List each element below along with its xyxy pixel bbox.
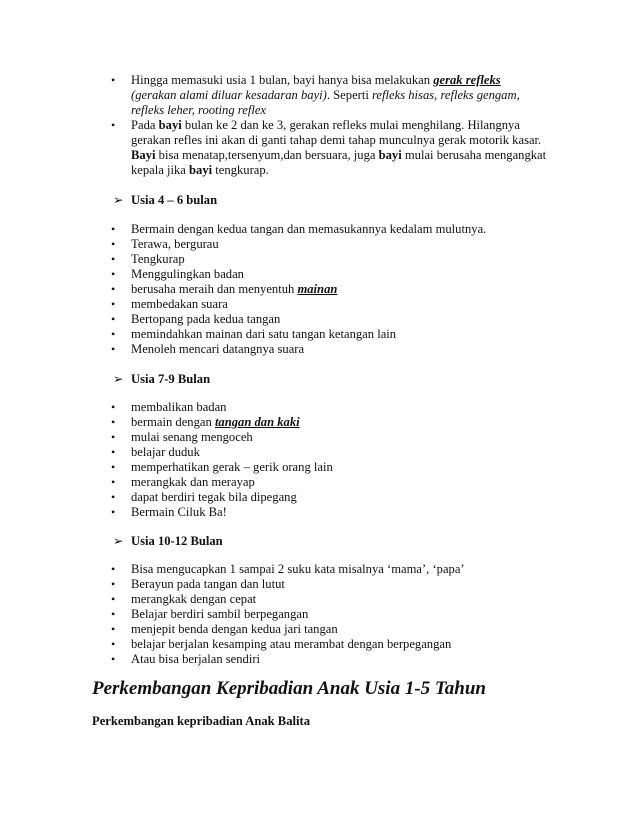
text-bold: bayi (378, 148, 402, 162)
list-item: • Bermain dengan kedua tangan dan memasukannya kedalam mulutnya. (111, 222, 551, 237)
list-item (111, 73, 551, 118)
text: . Seperti (326, 88, 372, 102)
main-heading: Perkembangan Kepribadian Anak Usia 1-5 Tahun (92, 678, 486, 699)
text-italic: (gerakan alami diluar kesadaran bayi) (131, 88, 327, 102)
list-item: • membedakan suara (111, 297, 551, 312)
link-gerak-refleks[interactable]: gerak refleks (433, 73, 501, 87)
list-item: • Bermain Ciluk Ba! (111, 505, 551, 520)
text-bold: bayi (189, 163, 213, 177)
text: berusaha meraih dan menyentuh (131, 282, 298, 296)
list-item: • memindahkan mainan dari satu tangan ketangan lain (111, 327, 551, 342)
list-item: • membalikan badan (111, 400, 551, 415)
text: bermain dengan (131, 415, 215, 429)
arrow-bullet-icon: ➢ (113, 372, 124, 386)
arrow-bullet-icon: ➢ (113, 193, 124, 207)
list-item: • Tengkurap (111, 252, 551, 267)
list-item: • Bisa mengucapkan 1 sampai 2 suku kata misalnya ‘mama’, ‘papa’ (111, 562, 551, 577)
link-mainan[interactable]: mainan (297, 282, 338, 296)
heading-text: Usia 4 – 6 bulan (131, 193, 218, 207)
text: Hingga memasuki usia 1 bulan, bayi hanya bisa melakukan (131, 73, 434, 87)
list-item: • Berayun pada tangan dan lutut (111, 577, 551, 592)
section1-list (111, 222, 551, 357)
heading-text: Usia 7-9 Bulan (131, 372, 211, 386)
text: tengkurap. (212, 163, 269, 177)
text-italic: refleks hisas, refleks gengam, refleks leher, rooting reflex (131, 88, 520, 117)
list-item (111, 118, 551, 178)
text: bulan ke 2 dan ke 3, gerakan refleks mulai menghilang. Hilangnya gerakan refles ini akan di ganti tahap demi tahap munculnya gerak motorik kasar. (131, 118, 542, 147)
text-bold: bayi (158, 118, 182, 132)
sub-heading: Perkembangan kepribadian Anak Balita (92, 714, 310, 728)
text: mulai berusaha mengangkat kepala jika (131, 148, 547, 177)
list-item: • memperhatikan gerak – gerik orang lain (111, 460, 551, 475)
list-item: • dapat berdiri tegak bila dipegang (111, 490, 551, 505)
arrow-bullet-icon: ➢ (113, 534, 124, 548)
text-bold: Bayi (131, 148, 156, 162)
text: bisa menatap,tersenyum,dan bersuara, juga (155, 148, 379, 162)
section2-list (111, 400, 551, 520)
list-item: • belajar berjalan kesamping atau merambat dengan berpegangan (111, 637, 551, 652)
list-item: • menjepit benda dengan kedua jari tangan (111, 622, 551, 637)
section-heading (113, 193, 217, 208)
list-item: • Terawa, bergurau (111, 237, 551, 252)
list-item: • Bertopang pada kedua tangan (111, 312, 551, 327)
list-item: • Menoleh mencari datangnya suara (111, 342, 551, 357)
list-item: • merangkak dan merayap (111, 475, 551, 490)
section3-list (111, 562, 551, 667)
list-item: • merangkak dengan cepat (111, 592, 551, 607)
intro-list (111, 73, 551, 178)
heading-text: Usia 10-12 Bulan (131, 534, 223, 548)
section-heading (113, 372, 210, 387)
section-heading (113, 534, 223, 549)
list-item: • Menggulingkan badan (111, 267, 551, 282)
list-item: • Belajar berdiri sambil berpegangan (111, 607, 551, 622)
list-item (111, 415, 551, 430)
list-item: • belajar duduk (111, 445, 551, 460)
list-item: • mulai senang mengoceh (111, 430, 551, 445)
list-item (111, 282, 551, 297)
link-tangan-dan-kaki[interactable]: tangan dan kaki (214, 415, 300, 429)
text: Pada (131, 118, 159, 132)
list-item: • Atau bisa berjalan sendiri (111, 652, 551, 667)
